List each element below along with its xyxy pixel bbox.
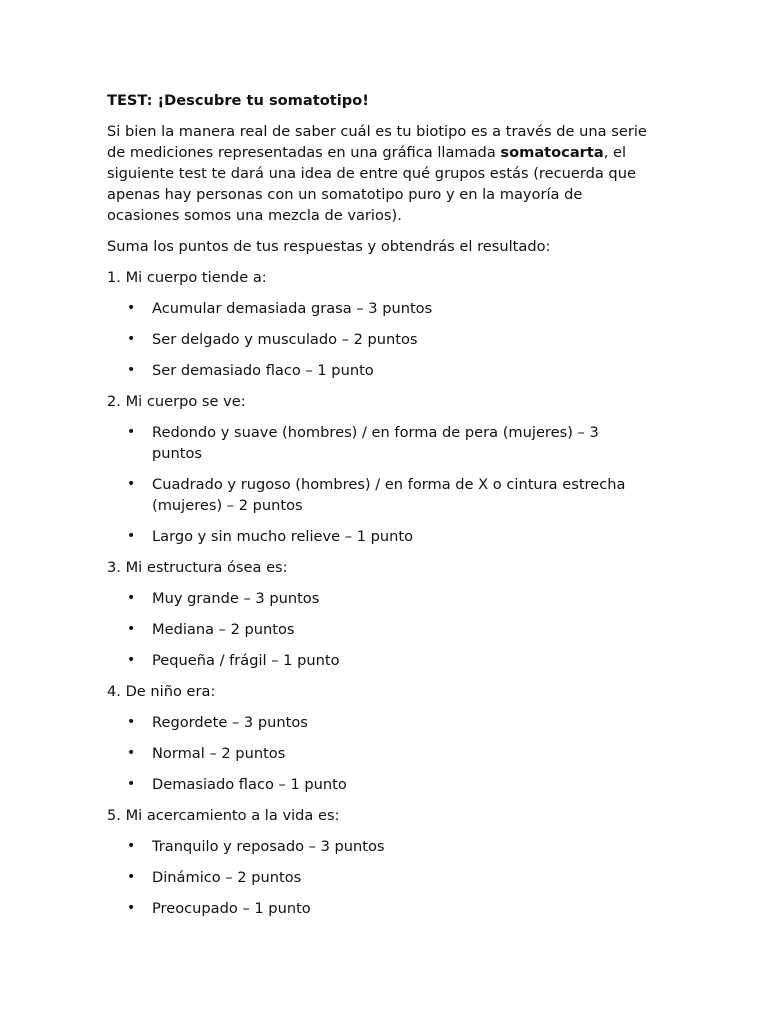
option-item: • Muy grande – 3 puntos [107,588,652,609]
question-heading: 2. Mi cuerpo se ve: [107,393,246,410]
question-heading: 3. Mi estructura ósea es: [107,559,288,576]
option-item: • Acumular demasiada grasa – 3 puntos [107,298,652,319]
option-item: • Tranquilo y reposado – 3 puntos [107,836,652,857]
intro-text-before: Si bien la manera real de saber cuál es tu biotipo es a través de una serie de mediciones representadas en una gráfica llamada [107,123,647,161]
option-item: • Preocupado – 1 punto [107,898,652,919]
question-heading: 4. De niño era: [107,683,216,700]
option-item: • Normal – 2 puntos [107,743,652,764]
option-list [107,712,652,795]
intro-paragraph [107,121,652,226]
question-block-1 [107,267,652,381]
instruction-text: Suma los puntos de tus respuestas y obtendrás el resultado: [107,238,551,255]
option-item: • Cuadrado y rugoso (hombres) / en forma de X o cintura estrecha (mujeres) – 2 puntos [107,474,652,516]
question-block-4 [107,681,652,795]
option-item: • Ser delgado y musculado – 2 puntos [107,329,652,350]
option-item: • Dinámico – 2 puntos [107,867,652,888]
question-heading: 5. Mi acercamiento a la vida es: [107,807,340,824]
option-list [107,422,652,547]
intro-text-after: , el siguiente test te dará una idea de entre qué grupos estás (recuerda que apenas hay personas con un somatotipo puro y en la mayoría de ocasiones somos una mezcla de varios). [107,144,636,224]
question-heading: 1. Mi cuerpo tiende a: [107,269,267,286]
option-item: • Mediana – 2 puntos [107,619,652,640]
option-item: • Redondo y suave (hombres) / en forma de pera (mujeres) – 3 puntos [107,422,652,464]
question-block-2 [107,391,652,547]
option-item: • Regordete – 3 puntos [107,712,652,733]
option-list [107,836,652,919]
option-item: • Largo y sin mucho relieve – 1 punto [107,526,652,547]
document-page [107,90,652,929]
option-item: • Ser demasiado flaco – 1 punto [107,360,652,381]
document-title: TEST: ¡Descubre tu somatotipo! [107,92,369,109]
option-list [107,298,652,381]
question-block-5 [107,805,652,919]
intro-bold-term: somatocarta [500,144,604,161]
option-item: • Pequeña / frágil – 1 punto [107,650,652,671]
question-block-3 [107,557,652,671]
option-list [107,588,652,671]
option-item: • Demasiado flaco – 1 punto [107,774,652,795]
